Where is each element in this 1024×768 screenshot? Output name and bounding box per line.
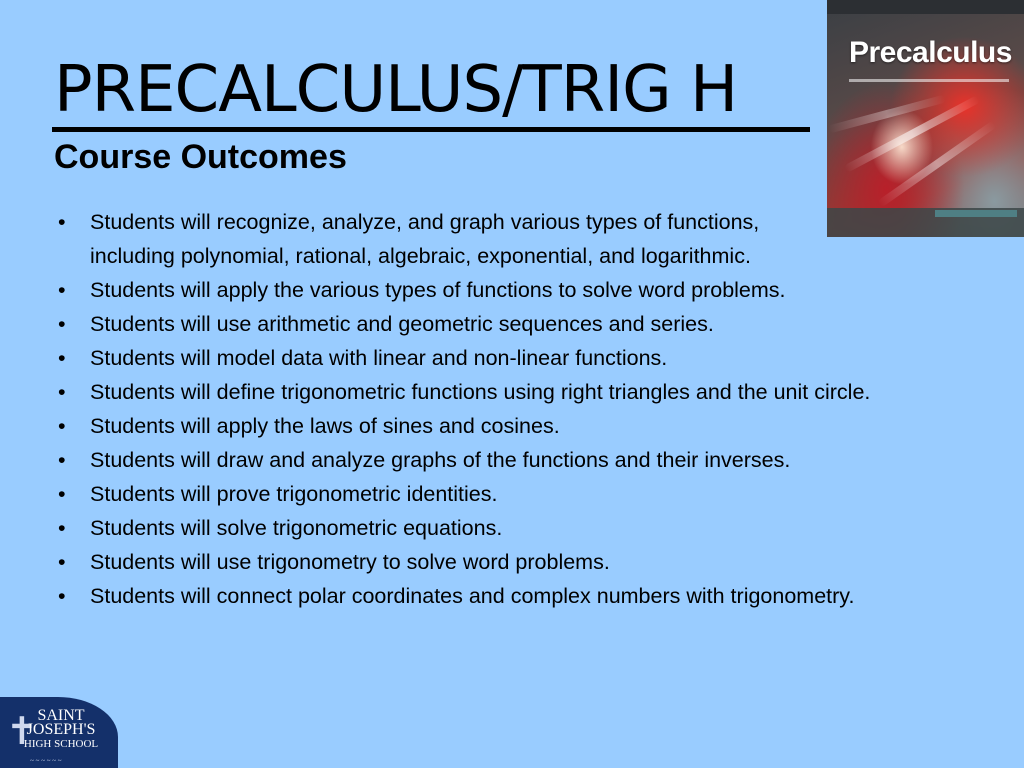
list-item-text: Students will draw and analyze graphs of the functions and their inverses.	[90, 448, 791, 472]
bullet-icon: •	[58, 414, 66, 438]
list-item-text: Students will use trigonometry to solve word problems.	[90, 550, 610, 574]
list-item-text: Students will define trigonometric functions using right triangles and the unit circle.	[90, 380, 871, 404]
list-item	[0, 443, 1010, 477]
list-item-text: Students will recognize, analyze, and graph various types of functions, including polynomial, rational, algebraic, exponential, and logarithmic.	[90, 210, 760, 268]
logo-tagline-mark: ~ ~ ~ ~ ~ ~	[30, 757, 62, 765]
slide-title: PRECALCULUS/TRIG H	[54, 53, 738, 127]
bullet-icon: •	[58, 210, 66, 234]
bullet-icon: •	[58, 584, 66, 608]
bullet-icon: •	[58, 380, 66, 404]
bullet-icon: •	[58, 312, 66, 336]
school-logo-text	[22, 709, 100, 751]
list-item	[0, 511, 1010, 545]
list-item-text: Students will model data with linear and non-linear functions.	[90, 346, 668, 370]
title-underline	[52, 127, 810, 132]
list-item	[0, 307, 1010, 341]
school-logo	[0, 697, 118, 768]
book-cover-subtitle-line	[849, 79, 1009, 82]
logo-line-1: SAINT	[37, 707, 85, 724]
outcomes-list	[0, 205, 1010, 613]
list-item	[0, 375, 940, 409]
list-item-text: Students will solve trigonometric equations.	[90, 516, 503, 540]
cross-icon: ✝	[6, 711, 38, 753]
list-item-text: Students will use arithmetic and geometric sequences and series.	[90, 312, 714, 336]
list-item-text: Students will apply the laws of sines and cosines.	[90, 414, 560, 438]
bullet-icon: •	[58, 550, 66, 574]
list-item-text: Students will prove trigonometric identities.	[90, 482, 498, 506]
list-item	[0, 341, 1010, 375]
slide-subtitle: Course Outcomes	[54, 138, 347, 176]
bullet-icon: •	[58, 482, 66, 506]
bullet-icon: •	[58, 516, 66, 540]
bullet-icon: •	[58, 448, 66, 472]
list-item	[0, 579, 890, 613]
list-item-text: Students will apply the various types of functions to solve word problems.	[90, 278, 786, 302]
book-cover-streak	[877, 121, 996, 208]
list-item	[0, 273, 1010, 307]
list-item	[0, 545, 1010, 579]
book-cover-image	[827, 0, 1024, 237]
bullet-icon: •	[58, 278, 66, 302]
logo-line-2: JOSEPH'S	[26, 721, 96, 738]
book-cover-band	[935, 210, 1017, 217]
logo-line-3: HIGH SCHOOL	[23, 738, 99, 750]
bullet-icon: •	[58, 346, 66, 370]
book-cover-title: Precalculus	[849, 36, 1012, 69]
list-item	[0, 409, 1010, 443]
list-item	[0, 205, 850, 273]
list-item	[0, 477, 1010, 511]
list-item-text: Students will connect polar coordinates and complex numbers with trigonometry.	[90, 584, 855, 608]
book-cover-top-strip	[827, 0, 1024, 14]
